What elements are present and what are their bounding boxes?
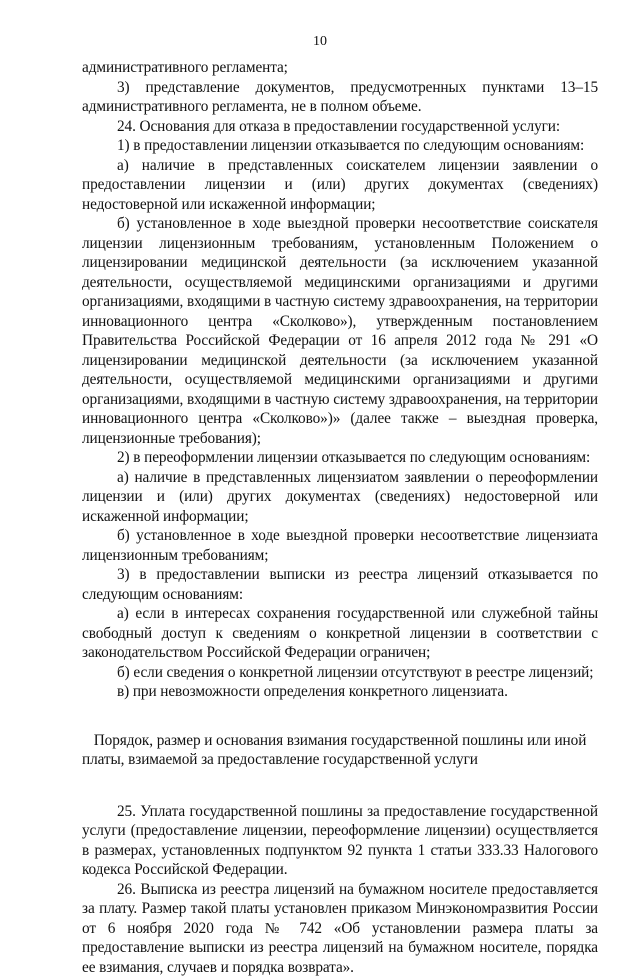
paragraph: а) наличие в представленных лицензиатом заявлении о переоформлении лицензии и (или) других документах (сведениях) недостоверной или искаженной информации; (82, 468, 598, 527)
paragraph: 3) в предоставлении выписки из реестра лицензий отказывается по следующим основаниям: (82, 565, 598, 604)
paragraph: а) наличие в представленных соискателем лицензии заявлении о предоставлении лицензии и (или) других документах (сведениях) недостоверной или искаженной информации; (82, 156, 598, 215)
paragraph: 24. Основания для отказа в предоставлении государственной услуги: (82, 117, 598, 137)
paragraph: 1) в предоставлении лицензии отказывается по следующим основаниям: (82, 136, 598, 156)
paragraph: б) если сведения о конкретной лицензии отсутствуют в реестре лицензий; (82, 663, 598, 683)
page-number: 10 (0, 34, 640, 50)
paragraph: а) если в интересах сохранения государственной или служебной тайны свободный доступ к сведениям о конкретной лицензии в соответствии с законодательством Российской Федерации ограничен; (82, 604, 598, 663)
paragraphs-before (82, 58, 598, 702)
paragraph: б) установленное в ходе выездной проверки несоответствие соискателя лицензии лицензионным требованиям, установленным Положением о лицензировании медицинской деятельности (за исключением указанной деятельности, осуществляемой медицинскими организациями и другими организациями, входящими в частную систему здравоохранения, на территории инновационного центра «Сколково»), утвержденным постановлением Правительства Российской Федерации от 16 апреля 2012 года № 291 «О лицензировании медицинской деятельности (за исключением указанной деятельности, осуществляемой медицинскими организациями и другими организациями, входящими в частную систему здравоохранения, на территории инновационного центра «Сколково»)» (далее также – выездная проверка, лицензионные требования); (82, 214, 598, 448)
document-body (82, 58, 598, 977)
paragraphs-after (82, 802, 598, 977)
paragraph: в) при невозможности определения конкретного лицензиата. (82, 682, 598, 702)
paragraph: 25. Уплата государственной пошлины за предоставление государственной услуги (предоставление лицензии, переоформление лицензии) осуществляется в размерах, установленных подпунктом 92 пункта 1 статьи 333.33 Налогового кодекса Российской Федерации. (82, 802, 598, 880)
paragraph: 2) в переоформлении лицензии отказывается по следующим основаниям: (82, 448, 598, 468)
paragraph: 3) представление документов, предусмотренных пунктами 13–15 административного регламента, не в полном объеме. (82, 78, 598, 117)
paragraph: административного регламента; (82, 58, 598, 78)
paragraph: б) установленное в ходе выездной проверки несоответствие лицензиата лицензионным требованиям; (82, 526, 598, 565)
section-heading: Порядок, размер и основания взимания государственной пошлины или иной платы, взимаемой за предоставление государственной услуги (82, 731, 598, 770)
paragraph: 26. Выписка из реестра лицензий на бумажном носителе предоставляется за плату. Размер такой платы установлен приказом Минэкономразвития России от 6 ноября 2020 года № 742 «Об установлении размера платы за предоставление выписки из реестра лицензий на бумажном носителе, порядка ее взимания, случаев и порядка возврата». (82, 880, 598, 977)
